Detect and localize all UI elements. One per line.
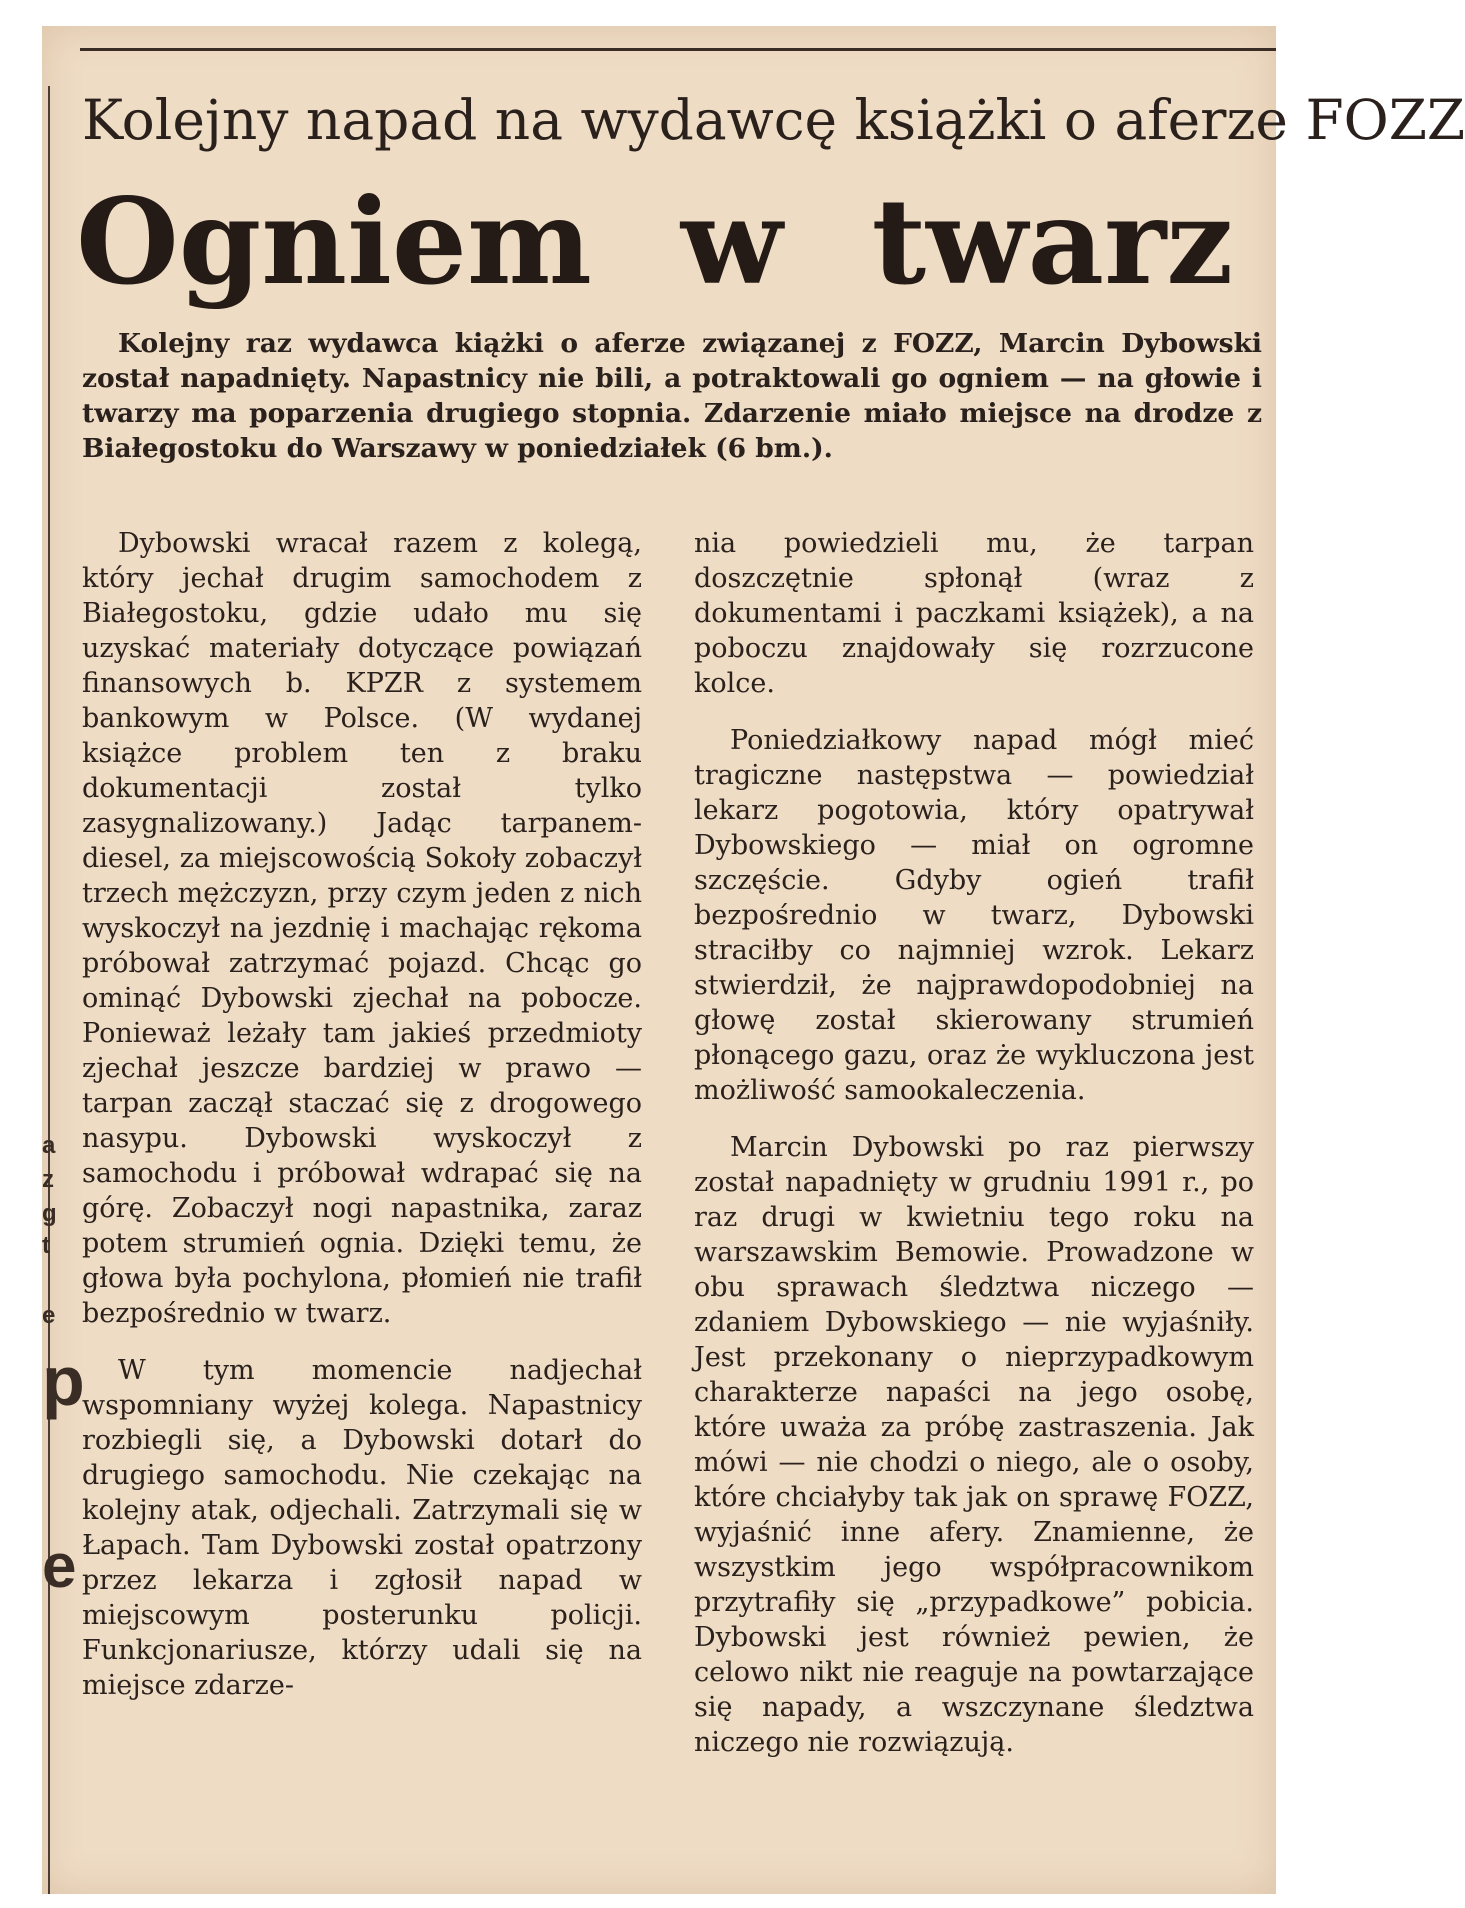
body-paragraph: nia powiedzieli mu, że tarpan doszczętnie spłonął (wraz z dokumentami i paczkami książek), a na poboczu znajdowały się rozrzucone kolce. — [694, 528, 1254, 699]
body-paragraph: Poniedziałkowy napad mógł mieć tragiczne następstwa — powiedział lekarz pogotowia, który opatrywał Dybowskiego — miał on ogromne szczęście. Gdyby ogień trafił bezpośrednio w twarz, Dybowski straciłby co najmniej wzrok. Lekarz stwierdził, że najprawdopodobniej na głowę został skierowany strumień płonącego gazu, oraz że wykluczona jest możliwość samookaleczenia. — [694, 725, 1254, 1106]
margin-fragment: z — [42, 1166, 54, 1193]
article-supertitle: Kolejny napad na wydawcę książki o aferze FOZZ — [82, 88, 1465, 152]
article-headline: Ogniem w twarz — [76, 172, 1234, 311]
body-column-left — [82, 526, 642, 1703]
left-column-rule — [48, 86, 50, 1894]
margin-fragment: g — [42, 1200, 57, 1227]
body-column-right — [694, 526, 1254, 1760]
top-rule — [80, 48, 1276, 51]
margin-fragment: p — [42, 1342, 85, 1420]
body-paragraph: W tym momencie nadjechał wspomniany wyżej kolega. Napastnicy rozbiegli się, a Dybowski dotarł do drugiego samochodu. Nie czekając na kolejny atak, odjechali. Zatrzymali się w Łapach. Tam Dybowski został opatrzony przez lekarza i zgłosił napad w miejscowym posterunku policji. Funkcjonariusze, którzy udali się na miejsce zdarze- — [82, 1355, 642, 1701]
margin-fragment: e — [42, 1532, 77, 1601]
body-paragraph: Marcin Dybowski po raz pierwszy został napadnięty w grudniu 1991 r., po raz drugi w kwietniu tego roku na warszawskim Bemowie. Prowadzone w obu sprawach śledztwa niczego — zdaniem Dybowskiego — nie wyjaśniły. Jest przekonany o nieprzypadkowym charakterze napaści na jego osobę, które uważa za próbę zastraszenia. Jak mówi — nie chodzi o niego, ale o osoby, które chciałyby tak jak on sprawę FOZZ, wyjaśnić inne afery. Znamienne, że wszystkim jego współpracownikom przytrafiły się „przypadkowe” pobicia. Dybowski jest również pewien, że celowo nikt nie reaguje na powtarzające się napady, a wszczynane śledztwa niczego nie rozwiązują. — [694, 1132, 1254, 1758]
margin-fragment: e — [42, 1302, 56, 1329]
newspaper-clipping — [42, 26, 1465, 1894]
body-paragraph: Dybowski wracał razem z kolegą, który jechał drugim samochodem z Białegostoku, gdzie udało mu się uzyskać materiały dotyczące powiązań finansowych b. KPZR z systemem bankowym w Polsce. (W wydanej książce problem ten z braku dokumentacji został tylko zasygnalizowany.) Jadąc tarpanem-diesel, za miejscowością Sokoły zobaczył trzech mężczyzn, przy czym jeden z nich wyskoczył na jezdnię i machając rękoma próbował zatrzymać pojazd. Chcąc go ominąć Dybowski zjechał na pobocze. Ponieważ leżały tam jakieś przedmioty zjechał jeszcze bardziej w prawo — tarpan zaczął staczać się z drogowego nasypu. Dybowski wyskoczył z samochodu i próbował wdrapać się na górę. Zobaczył nogi napastnika, zaraz potem strumień ognia. Dzięki temu, że głowa była pochylona, płomień nie trafił bezpośrednio w twarz. — [82, 528, 642, 1329]
margin-fragment: t — [42, 1232, 50, 1259]
article-lead: Kolejny raz wydawca kiążki o aferze związanej z FOZZ, Marcin Dybowski został napadnięty. Napastnicy nie bili, a potraktowali go ogniem — na głowie i twarzy ma poparzenia drugiego stopnia. Zdarzenie miało miejsce na drodze z Białegostoku do Warszawy w poniedziałek (6 bm.). — [82, 328, 1262, 464]
margin-fragment: a — [42, 1132, 56, 1159]
